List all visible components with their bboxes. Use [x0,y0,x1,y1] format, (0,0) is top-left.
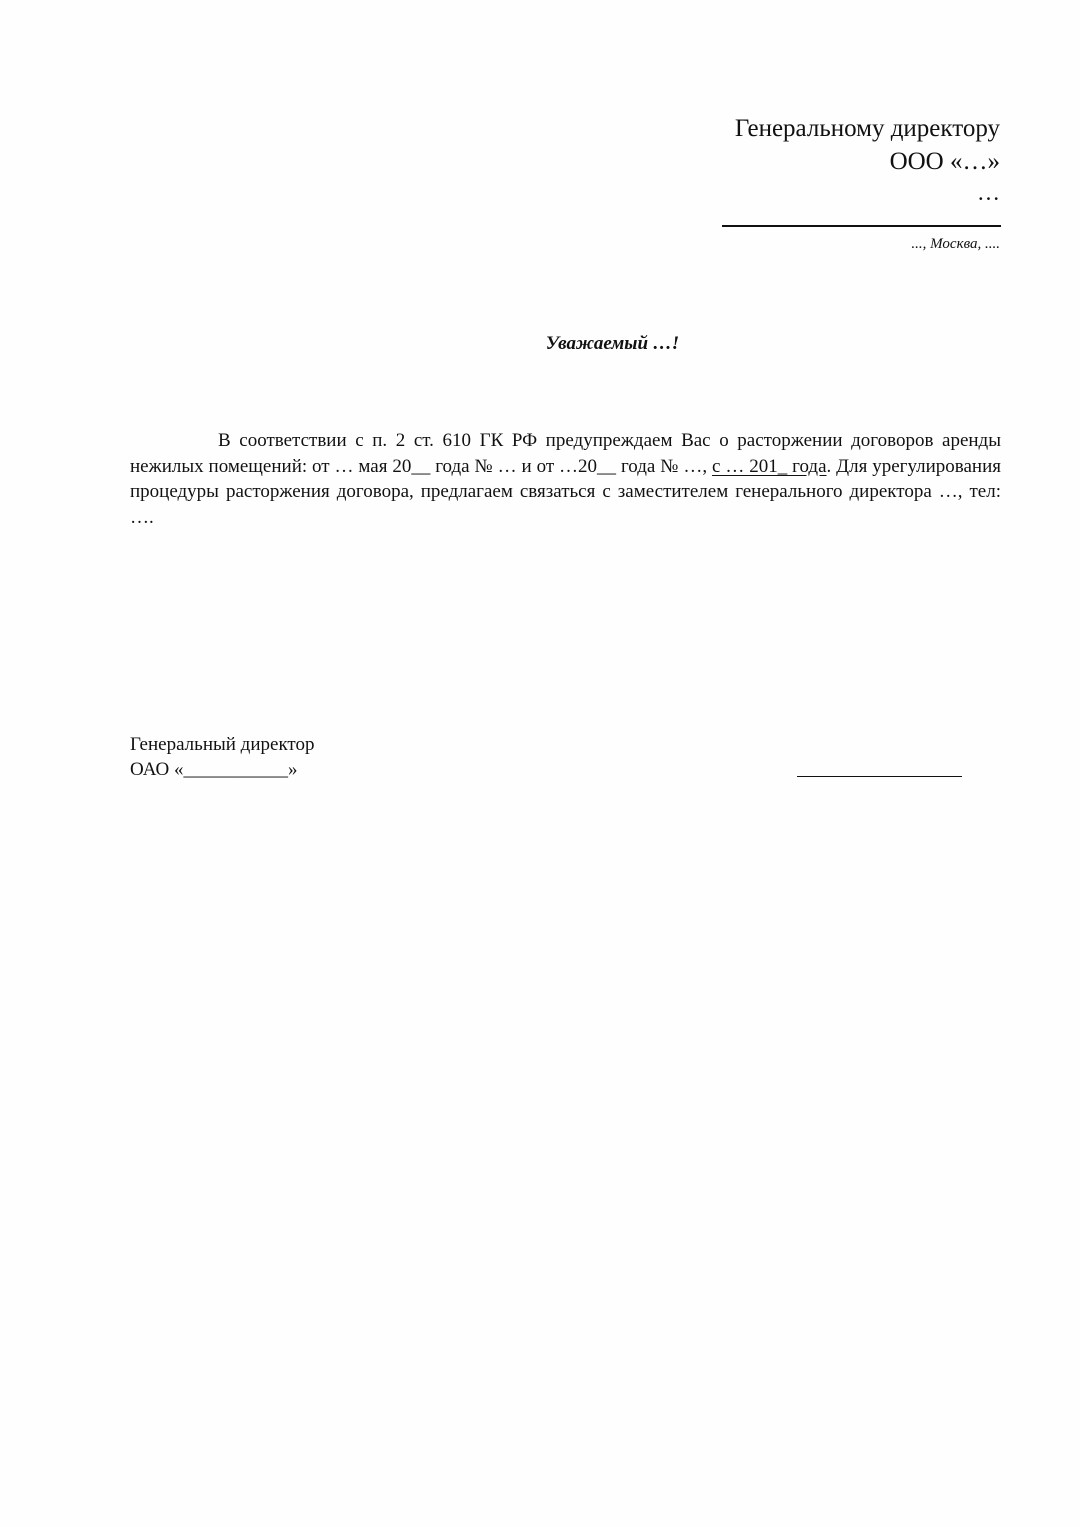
letter-body [130,428,1001,530]
addressee-company: ООО «…» [889,148,1000,175]
salutation: Уважаемый …! [545,333,680,354]
addressee-position: Генеральному директору [734,115,1000,142]
signature-line [797,776,962,777]
signature-company: ОАО «___________» [130,759,298,780]
addressee-block [580,112,1000,208]
addressee-name: … [977,180,1000,205]
addressee-divider [722,225,1001,227]
body-text-underlined-date: с … 201_ года [712,455,827,477]
body-text-part2: . Для урегулирования процедуры расторжения договора, предлагаем связаться с заместителем генерального директора …, тел: …. [130,455,1002,528]
body-text-part1: В соответствии с п. 2 ст. 610 ГК РФ предупреждаем Вас о расторжении договоров аренды нежилых помещений: от … мая 20__ года № … и от …20__ года № …, [130,430,1001,477]
place-date: ..., Москва, .... [911,236,1000,252]
signature-block [130,732,314,782]
signature-title: Генеральный директор [130,734,315,755]
